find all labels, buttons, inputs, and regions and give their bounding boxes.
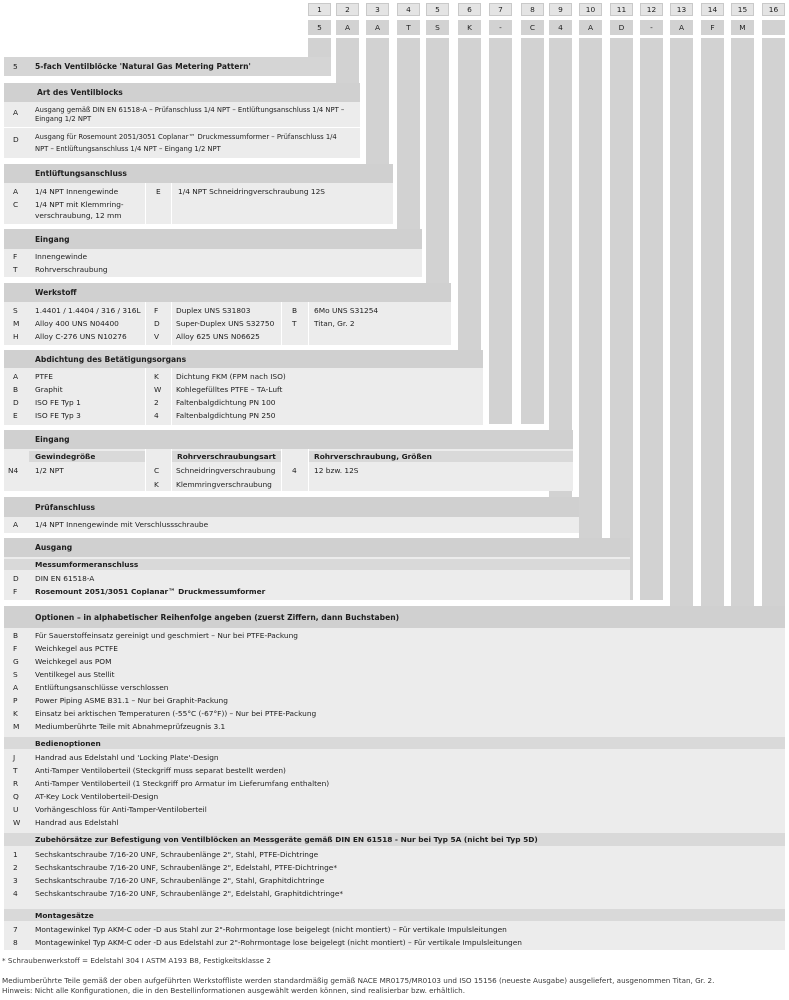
column-number: 9 xyxy=(549,3,572,16)
description: NPT – Entlüftungsanschluss 1/4 NPT – Eingang 1/2 NPT xyxy=(35,145,221,153)
column-number: 10 xyxy=(579,3,602,16)
list-item xyxy=(4,264,422,276)
code: T xyxy=(13,265,18,274)
column-code: S xyxy=(426,20,449,35)
footnote: * Schraubenwerkstoff = Edelstahl 304 I ASTM A193 B8, Festigkeitsklasse 2 xyxy=(2,956,271,965)
code: 2 xyxy=(13,863,18,872)
description: Rohrverschraubung xyxy=(35,265,108,274)
description: 1/2 NPT xyxy=(35,466,64,475)
column-number: 11 xyxy=(610,3,633,16)
column-code: D xyxy=(610,20,633,35)
column-number: 12 xyxy=(640,3,663,16)
code: P xyxy=(13,696,18,705)
column-code: A xyxy=(336,20,359,35)
description: Dichtung FKM (FPM nach ISO) xyxy=(176,372,286,381)
divider xyxy=(4,127,360,128)
divider xyxy=(171,449,172,491)
code: K xyxy=(13,709,18,718)
description: Ventilkegel aus Stellit xyxy=(35,670,115,679)
column-number: 4 xyxy=(397,3,420,16)
code: M xyxy=(13,319,20,328)
code: F xyxy=(13,587,18,596)
section-title: Prüfanschluss xyxy=(4,497,579,517)
list-item xyxy=(4,586,630,598)
column-number: 8 xyxy=(521,3,544,16)
section-pruefanschluss xyxy=(4,497,579,533)
divider xyxy=(171,368,172,425)
code: A xyxy=(13,108,19,117)
description: Weichkegel aus PCTFE xyxy=(35,644,118,653)
list-item xyxy=(4,669,785,681)
divider xyxy=(308,302,309,345)
list-item xyxy=(4,924,785,936)
column-code: 5 xyxy=(308,20,331,35)
column-code: A xyxy=(366,20,389,35)
list-item xyxy=(4,875,785,887)
footnote: Mediumberührte Teile gemäß der oben aufgeführten Werkstoffliste werden standardmäßig gemäß NACE MR0175/MR0103 und ISO 15156 (neueste Ausgabe) ausgeliefert, ausgenommen Titan, Gr. 2. xyxy=(2,976,715,985)
description: Handrad aus Edelstahl xyxy=(35,818,119,827)
divider xyxy=(281,449,282,491)
description: Kohlegefülltes PTFE – TA-Luft xyxy=(176,385,283,394)
list-item xyxy=(4,937,785,949)
description: 1/4 NPT Innengewinde xyxy=(35,187,119,196)
description: Eingang 1/2 NPT xyxy=(35,115,92,123)
description: Ausgang für Rosemount 2051/3051 Coplanar™ Druckmessumformer – Prüfanschluss 1/4 xyxy=(35,133,337,141)
column-bar xyxy=(640,38,663,600)
column-code: A xyxy=(670,20,693,35)
description: Sechskantschraube 7/16-20 UNF, Schraubenlänge 2", Stahl, PTFE-Dichtringe xyxy=(35,850,319,859)
code: T xyxy=(13,766,18,775)
list-item xyxy=(4,708,785,720)
list-item xyxy=(4,630,785,642)
code: E xyxy=(156,187,161,196)
description: Montagewinkel Typ AKM-C oder -D aus Edelstahl zur 2"-Rohrmontage lose beigelegt (nicht montiert) – Für vertikale Impulsleitungen xyxy=(35,938,522,947)
description: DIN EN 61518-A xyxy=(35,574,95,583)
code: F xyxy=(154,306,159,315)
subsection-title: Zubehörsätze zur Befestigung von Ventilblöcken an Messgeräte gemäß DIN EN 61518 - Nur bei Typ 5A (nicht bei Typ 5D) xyxy=(4,833,785,846)
description: Graphit xyxy=(35,385,63,394)
code: U xyxy=(13,805,19,814)
description: Vorhängeschloss für Anti-Tamper-Ventiloberteil xyxy=(35,805,207,814)
code: K xyxy=(154,372,159,381)
subsection-title: Bedienoptionen xyxy=(4,737,785,749)
code: K xyxy=(154,480,159,489)
list-item xyxy=(4,849,785,861)
code: E xyxy=(13,411,18,420)
section-title: Abdichtung des Betätigungsorgans xyxy=(4,350,483,368)
section-ausgang xyxy=(4,538,630,600)
list-item xyxy=(4,791,785,803)
section-optionen xyxy=(4,606,785,950)
code: D xyxy=(13,135,19,144)
section-title: Eingang xyxy=(4,430,573,449)
column-code: C xyxy=(521,20,544,35)
column-number: 6 xyxy=(458,3,481,16)
column-number: 1 xyxy=(308,3,331,16)
section-type xyxy=(4,57,331,76)
code: A xyxy=(13,372,19,381)
description: Alloy 625 UNS N06625 xyxy=(176,332,260,341)
list-item xyxy=(4,519,579,531)
description: Alloy C-276 UNS N10276 xyxy=(35,332,127,341)
section-title: Ausgang xyxy=(4,538,630,557)
code: 8 xyxy=(13,938,18,947)
list-item xyxy=(4,752,785,764)
code: T xyxy=(292,319,297,328)
description: Weichkegel aus POM xyxy=(35,657,112,666)
code: W xyxy=(154,385,162,394)
list-item xyxy=(4,695,785,707)
description: verschraubung, 12 mm xyxy=(35,211,122,220)
subsection-title: Gewindegröße xyxy=(29,451,146,462)
code: C xyxy=(13,200,19,209)
section-title: Art des Ventilblocks xyxy=(4,83,360,102)
description: Ausgang gemäß DIN EN 61518-A – Prüfanschluss 1/4 NPT – Entlüftungsanschluss 1/4 NPT – xyxy=(35,106,345,114)
list-item xyxy=(4,862,785,874)
divider xyxy=(145,302,146,345)
type-label: 5-fach Ventilblöcke 'Natural Gas Metering Pattern' xyxy=(35,62,251,71)
description: 1/4 NPT Schneidringverschraubung 12S xyxy=(178,187,325,196)
section-art xyxy=(4,83,360,158)
code: J xyxy=(13,753,16,762)
code: M xyxy=(13,722,20,731)
column-code: M xyxy=(731,20,754,35)
column-code: F xyxy=(701,20,724,35)
column-number: 14 xyxy=(701,3,724,16)
divider xyxy=(281,302,282,345)
column-bar xyxy=(489,38,512,424)
code: D xyxy=(13,574,19,583)
column-code: - xyxy=(640,20,663,35)
divider xyxy=(308,449,309,491)
description: Mediumberührte Teile mit Abnahmeprüfzeugnis 3.1 xyxy=(35,722,226,731)
section-eingang xyxy=(4,229,422,277)
column-code: K xyxy=(458,20,481,35)
list-item xyxy=(4,573,630,585)
section-title: Entlüftungsanschluss xyxy=(4,164,393,183)
column-bar xyxy=(521,38,544,424)
code: 3 xyxy=(13,876,18,885)
code: W xyxy=(13,818,21,827)
code: A xyxy=(13,683,19,692)
list-item xyxy=(4,721,785,733)
code: N4 xyxy=(8,466,19,475)
column-bar xyxy=(670,38,693,630)
column-code: A xyxy=(579,20,602,35)
column-bar xyxy=(397,38,420,251)
code: C xyxy=(154,466,160,475)
code: V xyxy=(154,332,160,341)
description: 1.4401 / 1.4404 / 316 / 316L xyxy=(35,306,141,315)
description: Titan, Gr. 2 xyxy=(314,319,355,328)
description: Anti-Tamper Ventiloberteil (1 Steckgriff pro Armatur im Lieferumfang enthalten) xyxy=(35,779,330,788)
description: Sechskantschraube 7/16-20 UNF, Schraubenlänge 2", Edelstahl, Graphitdichtringe* xyxy=(35,889,344,898)
list-item xyxy=(4,804,785,816)
description: PTFE xyxy=(35,372,53,381)
footnote: Hinweis: Nicht alle Konfigurationen, die in den Bestellinformationen ausgewählt werden können, sind realisierbar bzw. erhältlich. xyxy=(2,986,465,995)
column-code: 4 xyxy=(549,20,572,35)
description: Entlüftungsanschlüsse verschlossen xyxy=(35,683,169,692)
code: F xyxy=(13,644,18,653)
code: A xyxy=(13,520,19,529)
description: Rosemount 2051/3051 Coplanar™ Druckmessumformer xyxy=(35,587,266,596)
description: 6Mo UNS S31254 xyxy=(314,306,379,315)
code: 4 xyxy=(154,411,159,420)
type-code: 5 xyxy=(13,62,18,71)
column-code: - xyxy=(489,20,512,35)
description: 1/4 NPT mit Klemmring- xyxy=(35,200,124,209)
subsection-title: Montagesätze xyxy=(4,909,785,921)
description: 12 bzw. 12S xyxy=(314,466,359,475)
list-item xyxy=(4,888,785,900)
description: Sechskantschraube 7/16-20 UNF, Schraubenlänge 2", Edelstahl, PTFE-Dichtringe* xyxy=(35,863,338,872)
column-bar xyxy=(731,38,754,630)
description: ISO FE Typ 1 xyxy=(35,398,81,407)
section-eingang-anschluss xyxy=(4,430,573,491)
description: Einsatz bei arktischen Temperaturen (-55°C (-67°F)) – Nur bei PTFE-Packung xyxy=(35,709,317,718)
description: Innengewinde xyxy=(35,252,88,261)
section-title: Optionen – in alphabetischer Reihenfolge angeben (zuerst Ziffern, dann Buchstaben) xyxy=(4,606,785,628)
code: S xyxy=(13,670,18,679)
code: 4 xyxy=(292,466,297,475)
code: H xyxy=(13,332,19,341)
description: Power Piping ASME B31.1 – Nur bei Graphit-Packung xyxy=(35,696,228,705)
subsection-title: Rohrverschraubungsart xyxy=(172,451,282,462)
code: 1 xyxy=(13,850,18,859)
description: AT-Key Lock Ventiloberteil-Design xyxy=(35,792,159,801)
description: Faltenbalgdichtung PN 100 xyxy=(176,398,276,407)
list-item xyxy=(4,778,785,790)
section-werkstoff xyxy=(4,283,451,345)
column-number: 7 xyxy=(489,3,512,16)
description: Duplex UNS S31803 xyxy=(176,306,251,315)
section-abdichtung xyxy=(4,350,483,425)
divider xyxy=(171,302,172,345)
column-bar xyxy=(610,38,633,600)
divider xyxy=(171,183,172,224)
description: Montagewinkel Typ AKM-C oder -D aus Stahl zur 2"-Rohrmontage lose beigelegt (nicht montiert) – Für vertikale Impulsleitungen xyxy=(35,925,507,934)
description: Super-Duplex UNS S32750 xyxy=(176,319,275,328)
section-title: Eingang xyxy=(4,229,422,249)
list-item xyxy=(4,765,785,777)
column-code xyxy=(762,20,785,35)
description: Anti-Tamper Ventiloberteil (Steckgriff muss separat bestellt werden) xyxy=(35,766,286,775)
column-number: 15 xyxy=(731,3,754,16)
subsection-title: Rohrverschraubung, Größen xyxy=(309,451,573,462)
divider xyxy=(145,449,146,491)
code: S xyxy=(13,306,18,315)
code: 4 xyxy=(13,889,18,898)
code: F xyxy=(13,252,18,261)
code: 7 xyxy=(13,925,18,934)
code: B xyxy=(13,385,19,394)
column-number: 2 xyxy=(336,3,359,16)
list-item xyxy=(4,656,785,668)
description: Alloy 400 UNS N04400 xyxy=(35,319,119,328)
description: Für Sauerstoffeinsatz gereinigt und geschmiert – Nur bei PTFE-Packung xyxy=(35,631,298,640)
column-bar xyxy=(762,38,785,630)
code: B xyxy=(292,306,298,315)
column-number: 13 xyxy=(670,3,693,16)
code: Q xyxy=(13,792,19,801)
description: Sechskantschraube 7/16-20 UNF, Schraubenlänge 2", Stahl, Graphitdichtringe xyxy=(35,876,325,885)
section-title: Werkstoff xyxy=(4,283,451,302)
list-item xyxy=(4,817,785,829)
column-number: 5 xyxy=(426,3,449,16)
divider xyxy=(145,368,146,425)
description: Faltenbalgdichtung PN 250 xyxy=(176,411,276,420)
section-entlueftung xyxy=(4,164,393,224)
code: A xyxy=(13,187,19,196)
code: D xyxy=(154,319,160,328)
description: Handrad aus Edelstahl und 'Locking Plate'-Design xyxy=(35,753,219,762)
column-number: 16 xyxy=(762,3,785,16)
list-item xyxy=(4,643,785,655)
divider xyxy=(145,183,146,224)
column-bar xyxy=(701,38,724,630)
column-code: T xyxy=(397,20,420,35)
list-item xyxy=(4,682,785,694)
code: R xyxy=(13,779,19,788)
list-item xyxy=(4,251,422,263)
description: ISO FE Typ 3 xyxy=(35,411,81,420)
subsection-title: Messumformeranschluss xyxy=(4,559,630,570)
code: D xyxy=(13,398,19,407)
description: 1/4 NPT Innengewinde mit Verschlussschraube xyxy=(35,520,209,529)
code: G xyxy=(13,657,19,666)
column-number: 3 xyxy=(366,3,389,16)
code: B xyxy=(13,631,19,640)
description: Klemmringverschraubung xyxy=(176,480,272,489)
column-bar xyxy=(579,38,602,538)
description: Schneidringverschraubung xyxy=(176,466,276,475)
code: 2 xyxy=(154,398,159,407)
